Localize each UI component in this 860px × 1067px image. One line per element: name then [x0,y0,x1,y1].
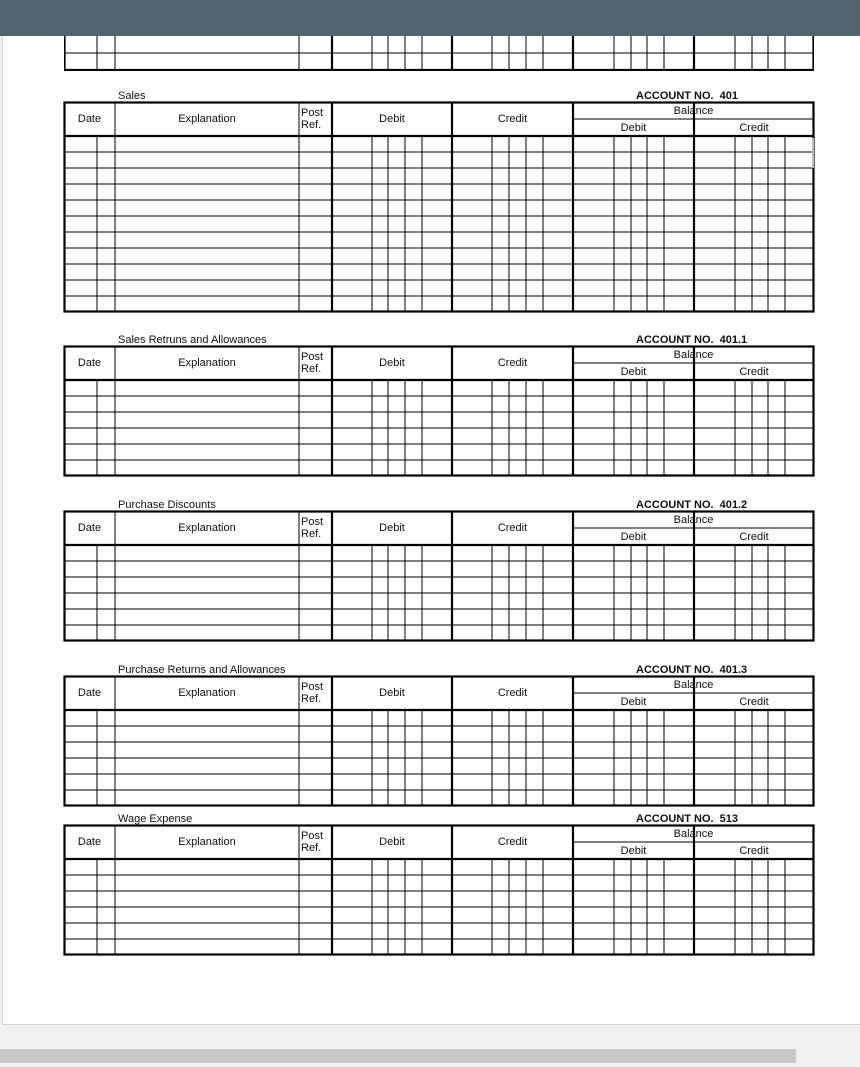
credit-header: Credit [497,687,528,699]
explanation-header: Explanation [178,522,236,534]
account-number-label: ACCOUNT NO. [636,334,714,346]
account-number-value: 513 [719,813,738,825]
debit-header: Debit [379,113,405,125]
date-header: Date [77,522,102,534]
account-number-value: 401 [719,90,738,102]
credit-header: Credit [497,836,528,848]
balance-debit-header: Debit [620,696,647,708]
account-number-label: ACCOUNT NO. [636,90,714,102]
explanation-header: Explanation [178,357,236,369]
post-ref-header-top: Post [301,681,324,693]
account-name: Wage Expense [118,813,193,825]
post-ref-header-top: Post [301,107,324,119]
account-name: Purchase Returns and Allowances [118,664,286,676]
explanation-header: Explanation [178,836,236,848]
balance-credit-header: Credit [739,845,769,857]
credit-header: Credit [497,357,528,369]
post-ref-header-bottom: Ref. [301,119,322,131]
post-ref-header-top: Post [301,516,324,528]
account-name: Sales Retruns and Allowances [118,334,267,346]
post-ref-header-bottom: Ref. [301,842,322,854]
balance-header: Balance [673,514,714,526]
balance-debit-header: Debit [620,122,647,134]
post-ref-header-top: Post [301,830,324,842]
debit-header: Debit [379,836,405,848]
account-number-label: ACCOUNT NO. [636,664,714,676]
balance-debit-header: Debit [620,845,647,857]
credit-header: Credit [497,522,528,534]
horizontal-scrollbar[interactable] [0,1049,796,1063]
debit-header: Debit [379,522,405,534]
explanation-header: Explanation [178,113,236,125]
balance-debit-header: Debit [620,366,647,378]
balance-credit-header: Credit [739,122,769,134]
account-number-label: ACCOUNT NO. [636,813,714,825]
balance-credit-header: Credit [739,531,769,543]
balance-credit-header: Credit [739,366,769,378]
balance-header: Balance [673,679,714,691]
balance-header: Balance [673,828,714,840]
page-edge-marker [812,138,814,168]
account-name: Purchase Discounts [118,499,216,511]
credit-header: Credit [497,113,528,125]
account-number-value: 401.2 [719,499,748,511]
date-header: Date [77,357,102,369]
viewer-toolbar [0,0,860,36]
account-name: Sales [118,90,146,102]
previous-ledger-continuation [64,36,814,71]
debit-header: Debit [379,357,405,369]
date-header: Date [77,836,102,848]
debit-header: Debit [379,687,405,699]
post-ref-header-bottom: Ref. [301,693,322,705]
balance-header: Balance [673,105,714,117]
post-ref-header-top: Post [301,351,324,363]
account-number-label: ACCOUNT NO. [636,499,714,511]
post-ref-header-bottom: Ref. [301,363,322,375]
account-number-value: 401.1 [719,334,748,346]
date-header: Date [77,113,102,125]
balance-header: Balance [673,349,714,361]
balance-credit-header: Credit [739,696,769,708]
account-number-value: 401.3 [719,664,748,676]
post-ref-header-bottom: Ref. [301,528,322,540]
date-header: Date [77,687,102,699]
explanation-header: Explanation [178,687,236,699]
balance-debit-header: Debit [620,531,647,543]
